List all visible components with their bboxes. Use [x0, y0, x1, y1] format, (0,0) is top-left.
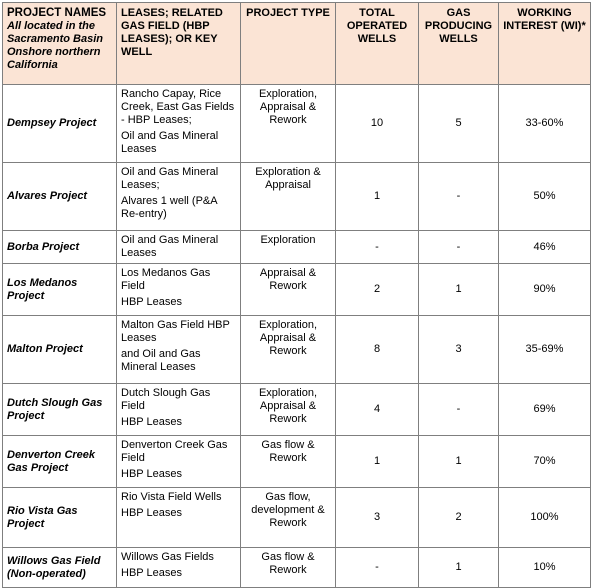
header-gas-producing-wells: GAS PRODUCING WELLS — [419, 3, 499, 85]
lease-line: Malton Gas Field HBP Leases — [121, 319, 230, 344]
project-leases — [117, 488, 241, 548]
lease-line: Alvares 1 well (P&A Re-entry) — [121, 195, 217, 220]
table-row — [3, 264, 591, 316]
project-type-line: Appraisal & — [259, 101, 317, 113]
table-body — [3, 85, 591, 588]
project-type-line: Rework — [269, 517, 307, 529]
project-leases — [117, 384, 241, 436]
project-type-line: Rework — [269, 413, 307, 425]
header-project-names-title: PROJECT NAMES — [7, 7, 107, 19]
project-type — [241, 384, 336, 436]
lease-line: Oil and Gas Mineral Leases — [121, 130, 219, 155]
working-interest: 50% — [499, 163, 591, 231]
project-type — [241, 231, 336, 264]
total-operated-wells: - — [336, 548, 419, 588]
project-type — [241, 264, 336, 316]
table-row — [3, 85, 591, 163]
gas-producing-wells: - — [419, 163, 499, 231]
header-working-interest: WORKING INTEREST (WI)* — [499, 3, 591, 85]
header-project-names-sub1: All located in the Sacramento Basin — [7, 20, 103, 45]
project-type-line: Exploration, — [258, 319, 318, 331]
lease-line: Willows Gas Fields — [121, 551, 214, 563]
project-type-line: Rework — [269, 280, 307, 292]
total-operated-wells: 2 — [336, 264, 419, 316]
project-leases — [117, 436, 241, 488]
project-type-line: Gas flow & — [261, 551, 315, 563]
working-interest: 69% — [499, 384, 591, 436]
lease-line: and Oil and Gas Mineral Leases — [121, 348, 201, 373]
project-type-line: Appraisal & — [259, 332, 317, 344]
lease-line: Dutch Slough Gas Field — [121, 387, 211, 412]
table-row — [3, 163, 591, 231]
lease-line: HBP Leases — [121, 468, 182, 480]
working-interest: 90% — [499, 264, 591, 316]
project-name: Los Medanos Project — [3, 264, 117, 316]
total-operated-wells: - — [336, 231, 419, 264]
gas-producing-wells: 1 — [419, 264, 499, 316]
project-type-line: Gas flow, — [265, 491, 311, 503]
working-interest: 33-60% — [499, 85, 591, 163]
gas-producing-wells: - — [419, 231, 499, 264]
working-interest: 46% — [499, 231, 591, 264]
gas-producing-wells: 1 — [419, 436, 499, 488]
project-type-line: Rework — [269, 345, 307, 357]
project-type-line: Rework — [269, 564, 307, 576]
project-leases — [117, 264, 241, 316]
working-interest: 100% — [499, 488, 591, 548]
project-name: Borba Project — [3, 231, 117, 264]
table-row — [3, 384, 591, 436]
project-type-line: Appraisal — [265, 179, 311, 191]
total-operated-wells: 4 — [336, 384, 419, 436]
total-operated-wells: 1 — [336, 163, 419, 231]
lease-line: HBP Leases — [121, 416, 182, 428]
project-name: Dempsey Project — [3, 85, 117, 163]
total-operated-wells: 3 — [336, 488, 419, 548]
gas-producing-wells: 3 — [419, 316, 499, 384]
project-type-line: Appraisal & — [259, 267, 317, 279]
project-type — [241, 85, 336, 163]
project-type — [241, 163, 336, 231]
working-interest: 35-69% — [499, 316, 591, 384]
project-type-line: development & — [251, 504, 325, 516]
lease-line: HBP Leases — [121, 507, 182, 519]
project-leases — [117, 231, 241, 264]
project-name: Denverton Creek Gas Project — [3, 436, 117, 488]
project-name: Willows Gas Field (Non-operated) — [3, 548, 117, 588]
project-name: Alvares Project — [3, 163, 117, 231]
lease-line: Los Medanos Gas Field — [121, 267, 211, 292]
table-row — [3, 316, 591, 384]
lease-line: Oil and Gas Mineral Leases — [121, 234, 219, 259]
project-type-line: Exploration, — [258, 88, 318, 100]
lease-line: Denverton Creek Gas Field — [121, 439, 228, 464]
project-name: Rio Vista Gas Project — [3, 488, 117, 548]
header-project-names — [3, 3, 117, 85]
project-name: Dutch Slough Gas Project — [3, 384, 117, 436]
table-row — [3, 436, 591, 488]
project-leases — [117, 163, 241, 231]
working-interest: 70% — [499, 436, 591, 488]
table-row — [3, 488, 591, 548]
project-type — [241, 316, 336, 384]
project-leases — [117, 85, 241, 163]
projects-table — [2, 2, 591, 588]
header-row — [3, 3, 591, 85]
header-total-operated-wells: TOTAL OPERATED WELLS — [336, 3, 419, 85]
lease-line: Rio Vista Field Wells — [121, 491, 222, 503]
total-operated-wells: 8 — [336, 316, 419, 384]
working-interest: 10% — [499, 548, 591, 588]
project-type-line: Rework — [269, 452, 307, 464]
project-name: Malton Project — [3, 316, 117, 384]
total-operated-wells: 1 — [336, 436, 419, 488]
header-project-type: PROJECT TYPE — [241, 3, 336, 85]
table-row — [3, 231, 591, 264]
project-type — [241, 548, 336, 588]
project-type-line: Exploration & — [255, 166, 321, 178]
gas-producing-wells: 5 — [419, 85, 499, 163]
project-type-line: Appraisal & — [259, 400, 317, 412]
table-row — [3, 548, 591, 588]
header-project-names-sub2: Onshore northern California — [7, 46, 101, 71]
lease-line: Oil and Gas Mineral Leases; — [121, 166, 219, 191]
project-leases — [117, 548, 241, 588]
gas-producing-wells: 2 — [419, 488, 499, 548]
project-type — [241, 436, 336, 488]
lease-line: HBP Leases — [121, 567, 182, 579]
project-type — [241, 488, 336, 548]
header-leases: LEASES; RELATED GAS FIELD (HBP LEASES); OR KEY WELL — [117, 3, 241, 85]
project-type-line: Rework — [269, 114, 307, 126]
project-type-line: Exploration — [260, 234, 316, 246]
gas-producing-wells: - — [419, 384, 499, 436]
total-operated-wells: 10 — [336, 85, 419, 163]
lease-line: HBP Leases — [121, 296, 182, 308]
project-type-line: Exploration, — [258, 387, 318, 399]
project-type-line: Gas flow & — [261, 439, 315, 451]
lease-line: Rancho Capay, Rice Creek, East Gas Fields - HBP Leases; — [121, 88, 235, 126]
project-leases — [117, 316, 241, 384]
gas-producing-wells: 1 — [419, 548, 499, 588]
